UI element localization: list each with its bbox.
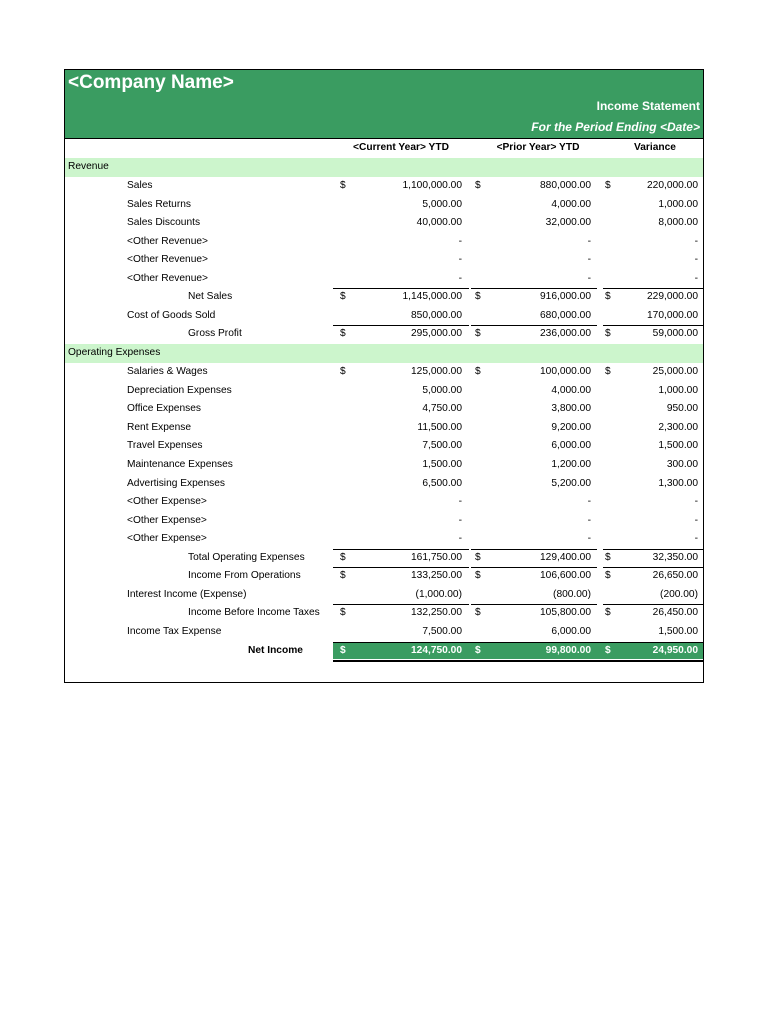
dollar-sign: $	[340, 366, 346, 377]
prior-year-value: 4,000.00	[551, 384, 591, 396]
row-interest-income[interactable]	[65, 586, 703, 605]
net-income-highlight	[333, 643, 703, 659]
variance-value: 950.00	[666, 403, 698, 415]
current-year-value: 11,500.00	[417, 421, 462, 433]
revenue-line-item[interactable]	[65, 233, 703, 252]
row-label: Income Tax Expense	[127, 626, 222, 637]
prior-year-value: 99,800.00	[545, 645, 591, 656]
variance-value: 1,000.00	[658, 384, 698, 396]
col-prior-year: <Prior Year> YTD	[496, 142, 580, 153]
row-label: Rent Expense	[127, 421, 191, 433]
variance-value: 2,300.00	[658, 421, 698, 433]
section-label: Operating Expenses	[68, 347, 161, 358]
prior-year-value: 1,200.00	[551, 459, 591, 470]
revenue-line-item[interactable]	[65, 214, 703, 233]
current-year-value: 4,750.00	[422, 403, 462, 415]
dollar-sign: $	[340, 570, 346, 581]
company-name[interactable]: <Company Name>	[68, 72, 234, 93]
dollar-sign: $	[475, 570, 481, 581]
current-year-value: -	[458, 273, 462, 284]
section-revenue	[65, 158, 703, 177]
statement-title: Income Statement	[596, 99, 700, 113]
variance-value: -	[694, 514, 698, 526]
expense-line-item[interactable]	[65, 512, 703, 531]
current-year-value: 132,250.00	[411, 607, 462, 618]
prior-year-value: 880,000.00	[540, 180, 591, 191]
row-label: Income From Operations	[188, 570, 301, 581]
variance-value: 26,450.00	[652, 607, 698, 618]
variance-value: (200.00)	[660, 589, 698, 600]
col-variance: Variance	[634, 142, 676, 153]
current-year-value: -	[458, 533, 462, 545]
dollar-sign: $	[340, 607, 346, 618]
variance-value: 8,000.00	[658, 217, 698, 229]
variance-value: -	[694, 273, 698, 284]
variance-value: 229,000.00	[647, 291, 698, 302]
revenue-line-item[interactable]	[65, 196, 703, 215]
row-label: Maintenance Expenses	[127, 459, 233, 470]
section-label: Revenue	[68, 161, 109, 172]
row-label: Total Operating Expenses	[188, 552, 305, 563]
dollar-sign: $	[340, 180, 346, 191]
prior-year-value: 236,000.00	[540, 328, 591, 339]
expense-line-item[interactable]	[65, 382, 703, 401]
row-label: Gross Profit	[188, 328, 242, 339]
row-total-operating-expenses[interactable]	[65, 549, 703, 568]
expense-line-item[interactable]	[65, 400, 703, 419]
prior-year-value: (800.00)	[553, 589, 591, 600]
section-operating-expenses	[65, 344, 703, 363]
column-header-row	[65, 138, 703, 157]
variance-value: 24,950.00	[652, 645, 698, 656]
current-year-value: -	[458, 496, 462, 508]
row-income-before-taxes[interactable]	[65, 604, 703, 623]
row-income-from-operations[interactable]	[65, 567, 703, 586]
row-net-sales[interactable]	[65, 288, 703, 307]
current-year-value: 161,750.00	[411, 552, 462, 563]
prior-year-value: 105,800.00	[540, 607, 591, 618]
row-label: <Other Expense>	[127, 533, 207, 545]
row-label: Sales	[127, 180, 153, 191]
expense-line-item[interactable]	[65, 456, 703, 475]
row-label: Net Income	[248, 645, 303, 656]
row-label: Advertising Expenses	[127, 477, 225, 489]
period-label: For the Period Ending <Date>	[531, 120, 700, 134]
row-cogs[interactable]	[65, 307, 703, 326]
variance-value: -	[694, 254, 698, 266]
dollar-sign: $	[605, 645, 611, 656]
row-label: Depreciation Expenses	[127, 384, 232, 396]
prior-year-value: 129,400.00	[540, 552, 591, 563]
row-label: Sales Returns	[127, 198, 191, 210]
row-label: Income Before Income Taxes	[188, 607, 320, 618]
dollar-sign: $	[605, 291, 611, 302]
dollar-sign: $	[605, 552, 611, 563]
current-year-value: 7,500.00	[422, 440, 462, 452]
prior-year-value: -	[587, 533, 591, 545]
current-year-value: 40,000.00	[416, 217, 462, 229]
variance-value: 220,000.00	[647, 180, 698, 191]
variance-value: -	[694, 235, 698, 247]
dollar-sign: $	[475, 607, 481, 618]
row-label: Travel Expenses	[127, 440, 203, 452]
expense-line-item[interactable]	[65, 419, 703, 438]
prior-year-value: 4,000.00	[551, 198, 591, 210]
prior-year-value: 6,000.00	[551, 626, 591, 637]
variance-value: -	[694, 533, 698, 545]
variance-value: 26,650.00	[652, 570, 698, 581]
variance-value: 1,500.00	[658, 626, 698, 637]
row-label: Sales Discounts	[127, 217, 201, 229]
row-label: Interest Income (Expense)	[127, 589, 247, 600]
revenue-line-item[interactable]	[65, 177, 703, 196]
row-label: Net Sales	[188, 291, 233, 302]
expense-line-item[interactable]	[65, 363, 703, 382]
dollar-sign: $	[605, 607, 611, 618]
row-label: Salaries & Wages	[127, 366, 208, 377]
row-label: <Other Revenue>	[127, 254, 208, 266]
revenue-line-item[interactable]	[65, 270, 703, 289]
prior-year-value: 9,200.00	[551, 421, 591, 433]
prior-year-value: 6,000.00	[551, 440, 591, 452]
variance-value: 1,500.00	[658, 440, 698, 452]
row-label: Office Expenses	[127, 403, 201, 415]
current-year-value: 125,000.00	[411, 366, 462, 377]
current-year-value: 850,000.00	[411, 310, 462, 321]
expense-line-item[interactable]	[65, 437, 703, 456]
current-year-value: 5,000.00	[422, 384, 462, 396]
current-year-value: 6,500.00	[422, 477, 462, 489]
dollar-sign: $	[475, 645, 481, 656]
prior-year-value: -	[587, 496, 591, 508]
variance-value: 32,350.00	[652, 552, 698, 563]
income-statement-sheet	[64, 69, 704, 683]
prior-year-value: -	[587, 514, 591, 526]
prior-year-value: 3,800.00	[551, 403, 591, 415]
row-label: <Other Revenue>	[127, 273, 208, 284]
row-label: <Other Revenue>	[127, 235, 208, 247]
dollar-sign: $	[475, 552, 481, 563]
dollar-sign: $	[605, 570, 611, 581]
current-year-value: 1,145,000.00	[402, 291, 462, 302]
prior-year-value: 100,000.00	[540, 366, 591, 377]
dollar-sign: $	[605, 180, 611, 191]
prior-year-value: 106,600.00	[540, 570, 591, 581]
prior-year-value: 5,200.00	[551, 477, 591, 489]
dollar-sign: $	[475, 180, 481, 191]
variance-value: 1,000.00	[658, 198, 698, 210]
prior-year-value: 32,000.00	[545, 217, 591, 229]
net-income-double-rule	[333, 660, 703, 662]
dollar-sign: $	[475, 328, 481, 339]
row-net-income[interactable]	[65, 642, 703, 661]
variance-value: 25,000.00	[652, 366, 698, 377]
current-year-value: 124,750.00	[411, 645, 462, 656]
expense-line-item[interactable]	[65, 530, 703, 549]
header-banner	[65, 70, 703, 138]
variance-value: 59,000.00	[652, 328, 698, 339]
dollar-sign: $	[340, 552, 346, 563]
dollar-sign: $	[605, 328, 611, 339]
variance-value: -	[694, 496, 698, 508]
dollar-sign: $	[340, 291, 346, 302]
current-year-value: -	[458, 514, 462, 526]
current-year-value: 1,500.00	[422, 459, 462, 470]
row-label: <Other Expense>	[127, 514, 207, 526]
variance-value: 300.00	[666, 459, 698, 470]
row-label: Cost of Goods Sold	[127, 310, 216, 321]
revenue-line-item[interactable]	[65, 251, 703, 270]
dollar-sign: $	[475, 291, 481, 302]
dollar-sign: $	[605, 366, 611, 377]
row-gross-profit[interactable]	[65, 325, 703, 344]
prior-year-value: 916,000.00	[540, 291, 591, 302]
current-year-value: 7,500.00	[422, 626, 462, 637]
row-income-tax-expense[interactable]	[65, 623, 703, 642]
dollar-sign: $	[340, 328, 346, 339]
current-year-value: -	[458, 235, 462, 247]
current-year-value: -	[458, 254, 462, 266]
current-year-value: 133,250.00	[411, 570, 462, 581]
prior-year-value: 680,000.00	[540, 310, 591, 321]
current-year-value: (1,000.00)	[415, 589, 462, 600]
dollar-sign: $	[475, 366, 481, 377]
prior-year-value: -	[587, 254, 591, 266]
prior-year-value: -	[587, 273, 591, 284]
current-year-value: 5,000.00	[422, 198, 462, 210]
variance-value: 170,000.00	[647, 310, 698, 321]
dollar-sign: $	[340, 645, 346, 656]
col-current-year: <Current Year> YTD	[353, 142, 449, 153]
prior-year-value: -	[587, 235, 591, 247]
variance-value: 1,300.00	[658, 477, 698, 489]
expense-line-item[interactable]	[65, 475, 703, 494]
current-year-value: 295,000.00	[411, 328, 462, 339]
row-label: <Other Expense>	[127, 496, 207, 508]
expense-line-item[interactable]	[65, 493, 703, 512]
current-year-value: 1,100,000.00	[402, 180, 462, 191]
